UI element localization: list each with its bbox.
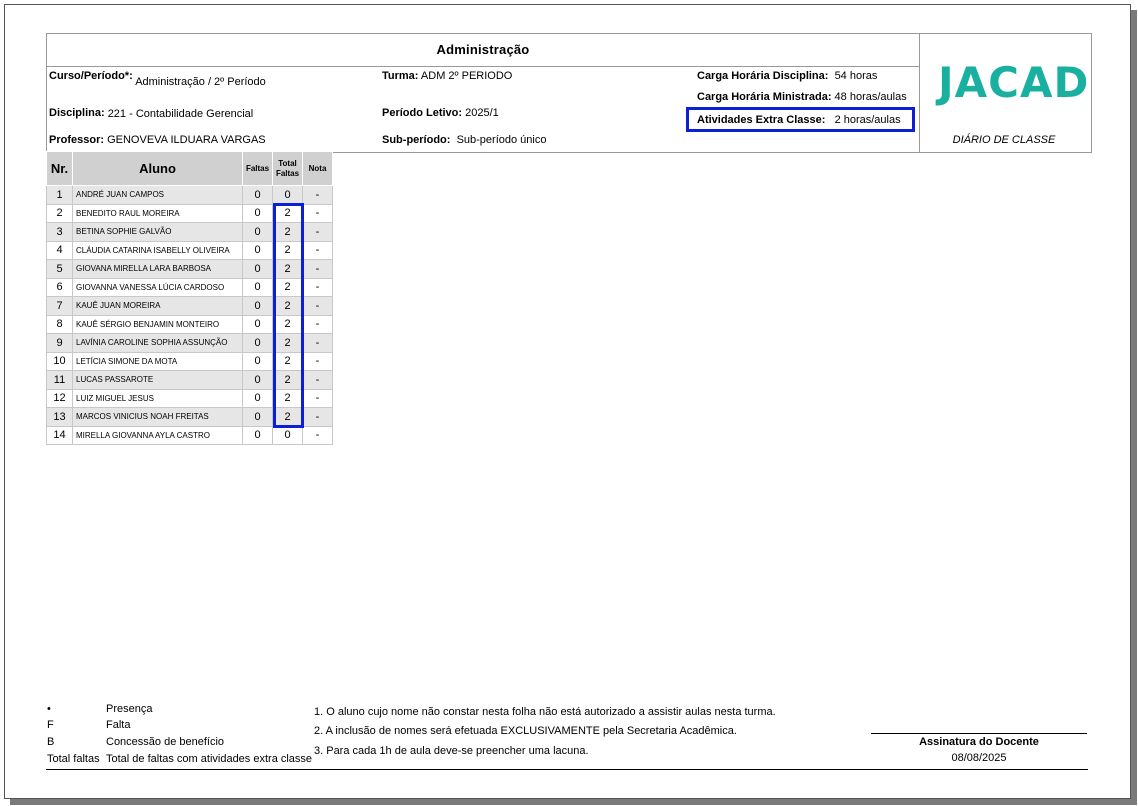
carga-ministrada-label: Carga Horária Ministrada:: [697, 91, 832, 103]
carga-ministrada-field: [697, 91, 907, 103]
note-1: 1. O aluno cujo nome não constar nesta folha não está autorizado a assistir aulas nesta turma.: [314, 706, 776, 718]
cell-aluno: LUIZ MIGUEL JESUS: [73, 389, 243, 408]
periodo-letivo-label: Período Letivo:: [382, 107, 463, 119]
cell-nota: -: [303, 241, 333, 260]
cell-aluno: LAVÍNIA CAROLINE SOPHIA ASSUNÇÃO: [73, 334, 243, 353]
signature-label: Assinatura do Docente: [919, 736, 1039, 748]
document-type-label: DIÁRIO DE CLASSE: [952, 134, 1056, 146]
cell-total-faltas: 0: [273, 186, 303, 205]
cell-nr: 1: [47, 186, 73, 205]
cell-faltas: 0: [243, 223, 273, 242]
table-header-row: [47, 152, 333, 186]
col-header-faltas: Faltas: [243, 152, 273, 186]
cell-aluno: GIOVANA MIRELLA LARA BARBOSA: [73, 260, 243, 279]
cell-aluno: MIRELLA GIOVANNA AYLA CASTRO: [73, 426, 243, 445]
legend-code-3: Total faltas: [47, 753, 100, 765]
curso-value: Administração / 2º Período: [135, 76, 266, 88]
cell-nota: -: [303, 371, 333, 390]
curso-field: [49, 70, 266, 88]
cell-aluno: CLÁUDIA CATARINA ISABELLY OLIVEIRA: [73, 241, 243, 260]
periodo-letivo-field: [382, 107, 499, 119]
cell-aluno: GIOVANNA VANESSA LÚCIA CARDOSO: [73, 278, 243, 297]
cell-nota: -: [303, 297, 333, 316]
cell-nr: 13: [47, 408, 73, 427]
cell-aluno: KAUÊ JUAN MOREIRA: [73, 297, 243, 316]
cell-faltas: 0: [243, 186, 273, 205]
subperiodo-label: Sub-período:: [382, 134, 451, 146]
report-title: Administração: [436, 42, 530, 57]
jacad-logo: JACAD: [938, 58, 1090, 107]
legend-desc-1: Falta: [106, 719, 131, 731]
cell-faltas: 0: [243, 204, 273, 223]
cell-nota: -: [303, 186, 333, 205]
legend-code-2: B: [47, 736, 55, 748]
page-shadow-bottom: [10, 798, 1137, 805]
cell-nr: 9: [47, 334, 73, 353]
turma-value: ADM 2º PERIODO: [420, 70, 513, 82]
table-row: [47, 426, 333, 445]
cell-faltas: 0: [243, 241, 273, 260]
cell-nota: -: [303, 204, 333, 223]
cell-nr: 12: [47, 389, 73, 408]
atividades-value: 2 horas/aulas: [834, 114, 901, 126]
turma-label: Turma:: [382, 70, 419, 82]
cell-nota: -: [303, 278, 333, 297]
cell-nr: 8: [47, 315, 73, 334]
cell-faltas: 0: [243, 315, 273, 334]
cell-nota: -: [303, 315, 333, 334]
cell-faltas: 0: [243, 334, 273, 353]
cell-nr: 7: [47, 297, 73, 316]
atividades-highlight: [686, 107, 915, 132]
cell-faltas: 0: [243, 371, 273, 390]
cell-nr: 10: [47, 352, 73, 371]
cell-nota: -: [303, 223, 333, 242]
turma-field: [382, 70, 512, 82]
subperiodo-value: Sub-período único: [456, 134, 547, 146]
cell-total-faltas: 2: [273, 389, 303, 408]
cell-aluno: ANDRÉ JUAN CAMPOS: [73, 186, 243, 205]
cell-total-faltas: 2: [273, 241, 303, 260]
cell-total-faltas: 2: [273, 408, 303, 427]
cell-aluno: LUCAS PASSAROTE: [73, 371, 243, 390]
periodo-letivo-value: 2025/1: [465, 107, 499, 119]
cell-nota: -: [303, 334, 333, 353]
cell-faltas: 0: [243, 260, 273, 279]
cell-faltas: 0: [243, 389, 273, 408]
cell-aluno: KAUÊ SÉRGIO BENJAMIN MONTEIRO: [73, 315, 243, 334]
legend-desc-2: Concessão de benefício: [106, 736, 225, 748]
col-header-nota: Nota: [303, 152, 333, 186]
note-3: 3. Para cada 1h de aula deve-se preencher uma lacuna.: [314, 745, 589, 757]
legend-code-0: •: [47, 703, 51, 715]
footer-line: [46, 769, 1088, 770]
cell-aluno: MARCOS VINICIUS NOAH FREITAS: [73, 408, 243, 427]
cell-total-faltas: 2: [273, 204, 303, 223]
signature-date: 08/08/2025: [951, 752, 1007, 764]
subperiodo-field: [382, 134, 546, 146]
cell-nota: -: [303, 389, 333, 408]
page-shadow-right: [1130, 10, 1137, 804]
cell-nr: 4: [47, 241, 73, 260]
professor-field: [49, 134, 266, 146]
col-header-total-faltas: [273, 152, 303, 186]
cell-nota: -: [303, 408, 333, 427]
cell-nota: -: [303, 426, 333, 445]
atividades-label: Atividades Extra Classe:: [697, 114, 826, 126]
legend-desc-3: Total de faltas com atividades extra classe: [106, 753, 313, 765]
cell-total-faltas: 2: [273, 352, 303, 371]
cell-nr: 5: [47, 260, 73, 279]
cell-total-faltas: 2: [273, 315, 303, 334]
cell-total-faltas: 2: [273, 223, 303, 242]
cell-faltas: 0: [243, 278, 273, 297]
cell-nr: 3: [47, 223, 73, 242]
professor-value: GENOVEVA ILDUARA VARGAS: [107, 134, 266, 146]
cell-total-faltas: 2: [273, 278, 303, 297]
legend-code-1: F: [47, 719, 54, 731]
curso-label: Curso/Período*:: [49, 70, 133, 82]
cell-nr: 2: [47, 204, 73, 223]
carga-ministrada-value: 48 horas/aulas: [834, 91, 907, 103]
cell-faltas: 0: [243, 297, 273, 316]
col-header-aluno: Aluno: [73, 152, 243, 186]
carga-disciplina-value: 54 horas: [834, 70, 878, 82]
cell-total-faltas: 2: [273, 334, 303, 353]
cell-total-faltas: 0: [273, 426, 303, 445]
col-header-total-2: Faltas: [275, 168, 300, 178]
legend-desc-0: Presença: [106, 703, 153, 715]
disciplina-field: [49, 107, 253, 119]
cell-faltas: 0: [243, 408, 273, 427]
cell-aluno: LETÍCIA SIMONE DA MOTA: [73, 352, 243, 371]
cell-total-faltas: 2: [273, 371, 303, 390]
cell-nota: -: [303, 352, 333, 371]
cell-total-faltas: 2: [273, 260, 303, 279]
disciplina-label: Disciplina:: [49, 107, 105, 119]
note-2: 2. A inclusão de nomes será efetuada EXCLUSIVAMENTE pela Secretaria Acadêmica.: [314, 725, 737, 737]
cell-aluno: BETINA SOPHIE GALVÃO: [73, 223, 243, 242]
col-header-nr: Nr.: [47, 152, 73, 186]
table-row: [47, 186, 333, 205]
total-faltas-highlight: [273, 203, 304, 428]
cell-nr: 6: [47, 278, 73, 297]
disciplina-value: 221 - Contabilidade Gerencial: [107, 108, 254, 120]
professor-label: Professor:: [49, 134, 105, 146]
cell-nr: 14: [47, 426, 73, 445]
carga-disciplina-label: Carga Horária Disciplina:: [697, 70, 829, 82]
signature-line: [871, 733, 1087, 734]
cell-faltas: 0: [243, 426, 273, 445]
cell-nota: -: [303, 260, 333, 279]
cell-aluno: BENEDITO RAUL MOREIRA: [73, 204, 243, 223]
carga-disciplina-field: [697, 70, 877, 82]
col-header-total-1: Total: [278, 158, 297, 168]
cell-nr: 11: [47, 371, 73, 390]
title-divider: [47, 66, 919, 67]
cell-total-faltas: 2: [273, 297, 303, 316]
cell-faltas: 0: [243, 352, 273, 371]
